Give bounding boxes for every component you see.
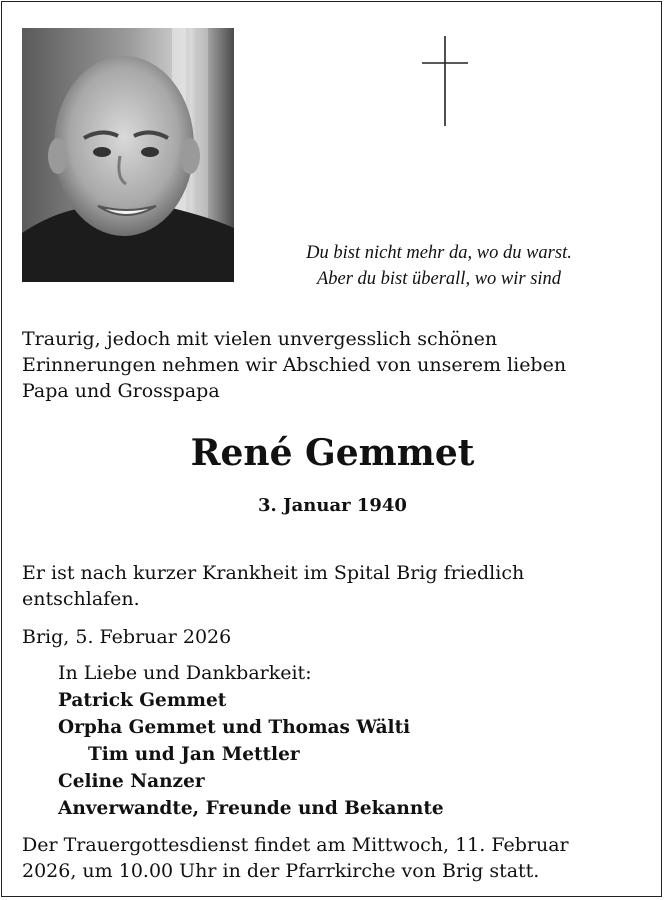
place-date: Brig, 5. Februar 2026 bbox=[22, 626, 232, 648]
intro-text bbox=[22, 326, 642, 404]
service-notice bbox=[22, 832, 642, 884]
cross-icon bbox=[420, 36, 470, 128]
mourner-name: Anverwandte, Freunde und Bekannte bbox=[58, 798, 444, 819]
mourners-heading: In Liebe und Dankbarkeit: bbox=[58, 662, 312, 684]
mourner-name: Patrick Gemmet bbox=[58, 690, 227, 711]
mourner-name: Celine Nanzer bbox=[58, 771, 205, 792]
intro-line: Papa und Grosspapa bbox=[22, 380, 220, 402]
deceased-name: René Gemmet bbox=[190, 432, 475, 474]
birth-date: 3. Januar 1940 bbox=[258, 495, 407, 516]
portrait-photo bbox=[22, 28, 234, 282]
death-notice bbox=[22, 560, 642, 612]
intro-line: Erinnerungen nehmen wir Abschied von unserem lieben bbox=[22, 354, 567, 376]
mourner-name: Orpha Gemmet und Thomas Wälti bbox=[58, 717, 411, 738]
quote-line-1: Du bist nicht mehr da, wo du warst. bbox=[306, 243, 572, 263]
death-notice-line: entschlafen. bbox=[22, 588, 140, 610]
intro-line: Traurig, jedoch mit vielen unvergesslich schönen bbox=[22, 328, 498, 350]
death-notice-line: Er ist nach kurzer Krankheit im Spital Brig friedlich bbox=[22, 562, 525, 584]
service-line: Der Trauergottesdienst findet am Mittwoch, 11. Februar bbox=[22, 834, 569, 856]
quote-line-2: Aber du bist überall, wo wir sind bbox=[316, 269, 562, 289]
mourner-name: Tim und Jan Mettler bbox=[88, 744, 300, 765]
service-line: 2026, um 10.00 Uhr in der Pfarrkirche von Brig statt. bbox=[22, 860, 540, 882]
